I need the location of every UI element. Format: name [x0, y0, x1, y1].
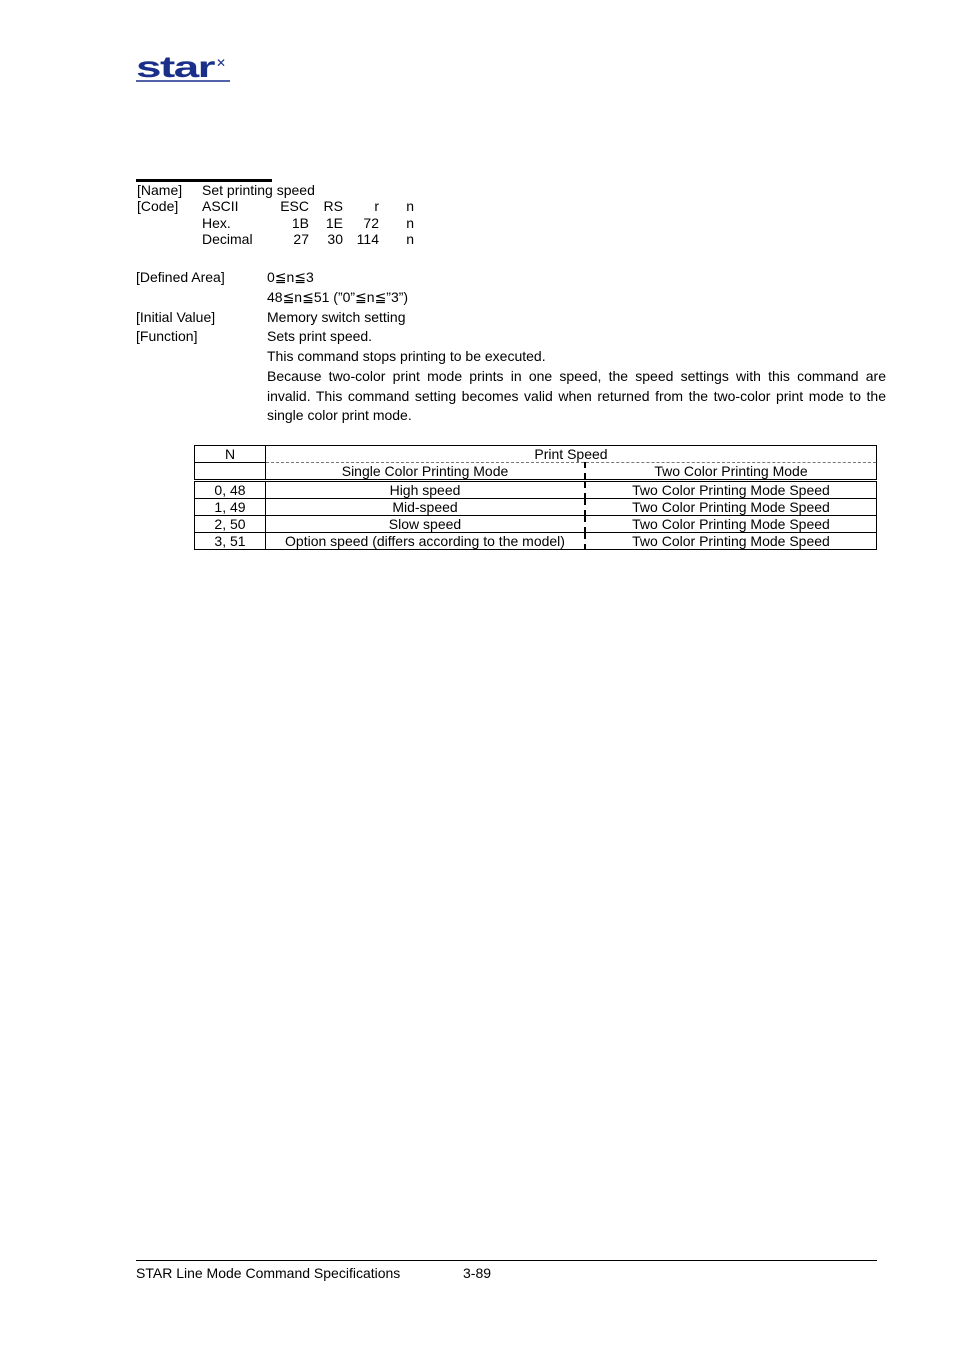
- cell-n: 0, 48: [195, 481, 266, 499]
- initial-value-text: Memory switch setting: [267, 309, 406, 325]
- header-print-speed: Print Speed: [266, 446, 877, 463]
- code-label: [Code]: [137, 198, 179, 214]
- header-single-color: Single Color Printing Mode: [266, 463, 586, 481]
- cell-two: Two Color Printing Mode Speed: [585, 533, 877, 550]
- code-row-name: ASCII: [202, 198, 239, 214]
- code-cell: n: [406, 215, 414, 231]
- code-cell: 1B: [291, 215, 309, 231]
- cell-n: 2, 50: [195, 516, 266, 533]
- table-row: [195, 499, 877, 516]
- defined-area-line1: 0≦n≦3: [267, 269, 314, 285]
- code-cell: 1E: [325, 215, 343, 231]
- table-row: [195, 533, 877, 550]
- cell-single: High speed: [266, 481, 586, 499]
- code-cell: 72: [363, 215, 379, 231]
- print-speed-table: [194, 445, 877, 550]
- cell-n: 1, 49: [195, 499, 266, 516]
- cell-single: Option speed (differs according to the model): [266, 533, 586, 550]
- code-cell: 30: [327, 231, 343, 247]
- header-n-spacer: [195, 463, 266, 481]
- table-row: [195, 516, 877, 533]
- function-label: [Function]: [136, 328, 198, 344]
- name-label: [Name]: [137, 182, 183, 198]
- code-cell: n: [406, 198, 414, 214]
- code-cell: n: [406, 231, 414, 247]
- function-line: Sets print speed.: [267, 328, 373, 344]
- header-n: N: [195, 446, 266, 463]
- code-cell: r: [374, 198, 379, 214]
- footer-page-number: 3-89: [463, 1265, 492, 1281]
- table-row: [195, 481, 877, 499]
- defined-area-line2: 48≦n≦51 (”0”≦n≦”3”): [267, 289, 409, 305]
- cell-two: Two Color Printing Mode Speed: [585, 481, 877, 499]
- cell-two: Two Color Printing Mode Speed: [585, 516, 877, 533]
- footer-rule: [136, 1260, 877, 1261]
- code-row-name: Hex.: [202, 215, 231, 231]
- code-row-name: Decimal: [202, 231, 253, 247]
- function-line: This command stops printing to be executed.: [267, 348, 546, 364]
- cell-single: Slow speed: [266, 516, 586, 533]
- function-paragraph: Because two-color print mode prints in one speed, the speed settings with this command are invalid. This command setting becomes valid when returned from the two-color print mode to the single color print mode.: [267, 368, 886, 423]
- svg-text:✕: ✕: [216, 56, 227, 70]
- defined-area-label: [Defined Area]: [136, 269, 225, 285]
- code-cell: 27: [293, 231, 309, 247]
- footer-doc-title: STAR Line Mode Command Specifications: [136, 1265, 401, 1281]
- cell-two: Two Color Printing Mode Speed: [585, 499, 877, 516]
- svg-text:star: star: [136, 53, 217, 83]
- star-logo: [136, 53, 232, 83]
- code-cell: 114: [356, 231, 379, 247]
- name-value: Set printing speed: [202, 182, 315, 198]
- cell-single: Mid-speed: [266, 499, 586, 516]
- code-cell: ESC: [280, 198, 309, 214]
- cell-n: 3, 51: [195, 533, 266, 550]
- code-cell: RS: [323, 198, 343, 214]
- header-two-color: Two Color Printing Mode: [585, 463, 877, 481]
- initial-value-label: [Initial Value]: [136, 309, 216, 325]
